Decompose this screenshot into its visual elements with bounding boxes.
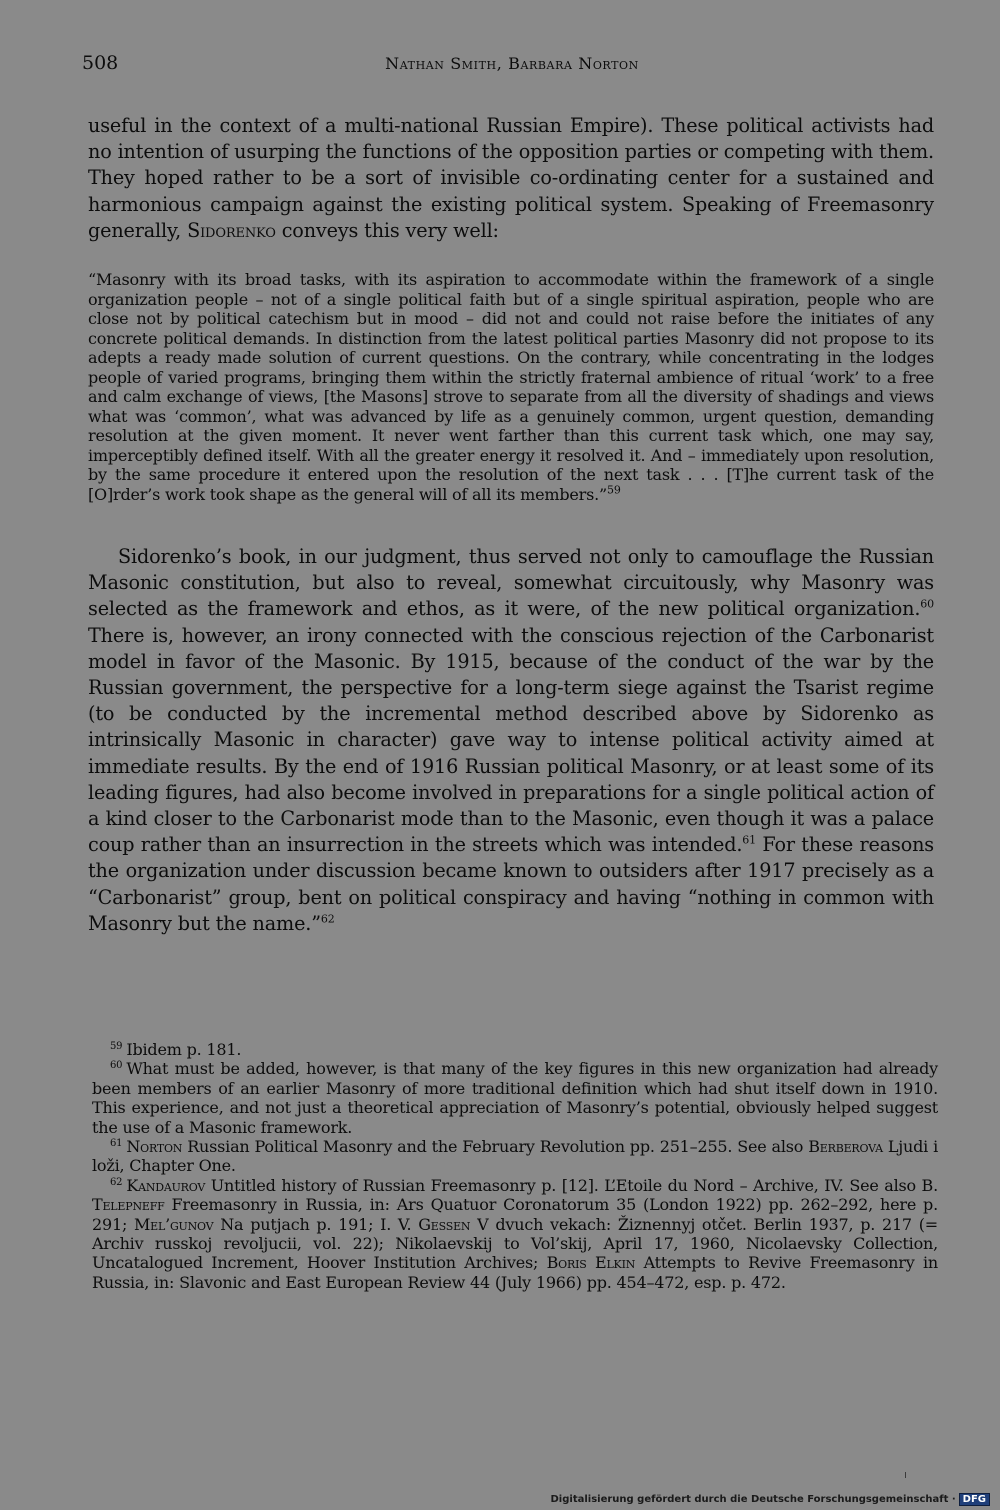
footnote-text: Na putjach p. 191; I. V. bbox=[213, 1214, 419, 1234]
footnote-59 bbox=[92, 1040, 938, 1059]
author-name: Mel’gunov bbox=[133, 1214, 214, 1234]
digitization-credit-text: Digitalisierung gefördert durch die Deutsche Forschungsgemeinschaft · bbox=[550, 1494, 956, 1505]
body-paragraph-2 bbox=[88, 544, 934, 937]
footnote-ref-59: 59 bbox=[607, 483, 621, 497]
block-quote bbox=[88, 270, 934, 504]
footnote-text: Freemasonry in Russia, in: Ars Quatuor Coronatorum 35 (London 1922) pp. 262–292, here p. 291; bbox=[92, 1195, 938, 1234]
page-header bbox=[82, 52, 942, 80]
footnote-number: 59 bbox=[110, 1040, 123, 1052]
footnote-text: Ibidem p. 181. bbox=[126, 1040, 242, 1059]
author-name: Telepneff bbox=[92, 1195, 165, 1215]
footnote-ref-61: 61 bbox=[742, 833, 756, 847]
footnote-61 bbox=[92, 1137, 938, 1176]
footnotes bbox=[92, 1040, 938, 1292]
footnote-text: Attempts to Revive Freemasonry in Russia, in: Slavonic and East European Review 44 (July 1966) pp. 454–472, esp. p. 472. bbox=[92, 1253, 939, 1292]
footnote-ref-62: 62 bbox=[320, 912, 335, 926]
author-name: Gessen bbox=[418, 1214, 471, 1234]
footnote-text: Ljudi i loži, Chapter One. bbox=[92, 1137, 938, 1176]
author-name: Norton bbox=[126, 1137, 183, 1157]
dfg-logo: DFG bbox=[959, 1493, 990, 1506]
author-name: Boris Elkin bbox=[546, 1253, 636, 1273]
footnote-number: 62 bbox=[110, 1176, 123, 1188]
author-name: Berberova bbox=[808, 1137, 883, 1157]
author-name: Sidorenko bbox=[187, 218, 276, 242]
page-number: 508 bbox=[82, 52, 119, 74]
footnote-62 bbox=[92, 1176, 938, 1292]
footnote-text: What must be added, however, is that many of the key figures in this new organization had already been members of an earlier Masonry of more traditional definition which had shut itself down in 1910. This experience, and not just a theoretical appreciation of Masonry’s potential, obviously helped suggest the use of a Masonic framework. bbox=[92, 1059, 938, 1137]
footnote-number: 61 bbox=[110, 1137, 123, 1149]
paragraph-text: useful in the context of a multi-national Russian Empire). These political activists had no intention of usurping the functions of the opposition parties or competing with them. They hoped rather to be a sort of invisible co-ordinating center for a sustained and harmonious campaign against the existing political system. Speaking of Freemasonry generally, bbox=[88, 114, 934, 242]
body-paragraph-1 bbox=[88, 113, 934, 244]
footnote-text: V dvuch vekach: Žiznennyj otčet. Berlin 1937, p. 217 (= Archiv russkoj revoljucii, vol. 22); Nikolaevskij to Vol’skij, April 17, 1960, Nicolaevsky Collection, Uncatalogued Increment, Hoover Institution Archives; bbox=[92, 1214, 938, 1273]
footnote-text: Untitled history of Russian Freemasonry p. [12]. L’Etoile du Nord – Archive, IV. See also B. bbox=[205, 1175, 938, 1195]
footnote-ref-60: 60 bbox=[920, 598, 934, 612]
digitization-credit bbox=[551, 1493, 991, 1506]
running-head: Nathan Smith, Barbara Norton bbox=[385, 54, 639, 73]
paragraph-part-1: Sidorenko’s book, in our judgment, thus served not only to camouflage the Russian Masonic constitution, but also to reveal, somewhat circuitously, why Masonry was selected as the framework and ethos, as it were, of the new political organization. bbox=[88, 545, 934, 621]
quote-text: “Masonry with its broad tasks, with its aspiration to accommodate within the framework of a single organization people – not of a single political faith but of a single spiritual aspiration, people who are close not by political catechism but in mood – did not and could not raise before the initiates of any concrete political demands. In distinction from the latest political parties Masonry did not propose to its adepts a ready made solution of current questions. On the contrary, while concentrating in the lodges people of varied programs, bringing them within the strictly fraternal ambience of ritual ‘work’ to a free and calm exchange of views, [the Masons] strove to separate from all the diversity of shadings and views what was ‘common’, what was advanced by life as a genuinely common, urgent question, demanding resolution at the given moment. It never went farther than this current task which, one may say, imperceptibly defined itself. With all the greater energy it resolved it. And – immediately upon resolution, by the same procedure it entered upon the resolution of the next task . . . [T]he current task of the [O]rder’s work took shape as the general will of all its members.” bbox=[88, 270, 934, 504]
footnote-text: Russian Political Masonry and the February Revolution pp. 251–255. See also bbox=[182, 1137, 809, 1157]
scan-mark bbox=[905, 1472, 906, 1478]
footnote-number: 60 bbox=[110, 1060, 123, 1072]
paragraph-part-3: For these reasons the organization under discussion became known to outsiders after 1917 precisely as a “Carbonarist” group, bent on political conspiracy and having “nothing in common with Masonry but the name.” bbox=[88, 833, 934, 935]
author-name: Kandaurov bbox=[126, 1175, 206, 1195]
footnote-60 bbox=[92, 1059, 938, 1137]
paragraph-part-2: There is, however, an irony connected with the conscious rejection of the Carbonarist model in favor of the Masonic. By 1915, because of the conduct of the war by the Russian government, the perspective for a long-term siege against the Tsarist regime (to be conducted by the incremental method described above by Sidorenko as intrinsically Masonic in character) gave way to intense political activity aimed at immediate results. By the end of 1916 Russian political Masonry, or at least some of its leading figures, had also become involved in preparations for a single political action of a kind closer to the Carbonarist mode than to the Masonic, even though it was a palace coup rather than an insurrection in the streets which was intended. bbox=[88, 623, 934, 857]
paragraph-text-end: conveys this very well: bbox=[275, 218, 499, 242]
